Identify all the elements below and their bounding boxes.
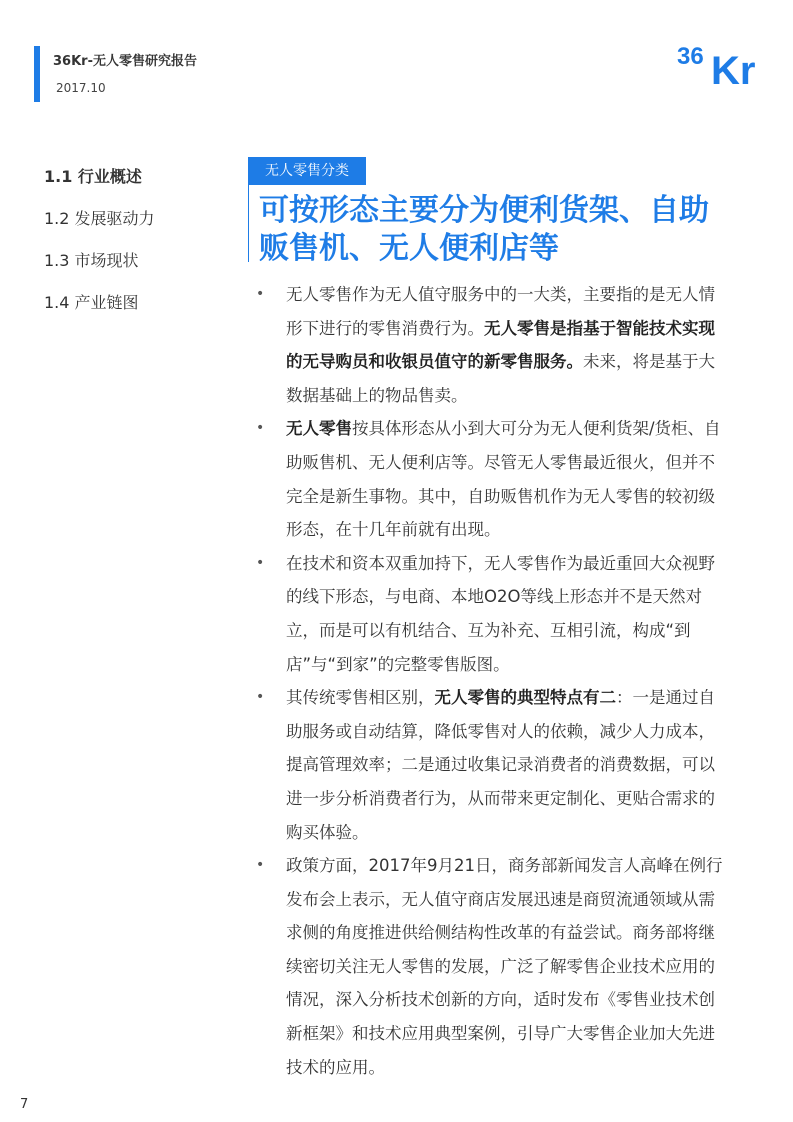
report-date: 2017.10 — [56, 81, 106, 95]
bullet-text: 政策方面，2017年9月21日，商务部新闻发言人高峰在例行发布会上表示，无人值守商店发展迅速是商贸流通领域从需求侧的角度推进供给侧结构性改革的有益尝试。商务部将继续密切关注无人零售的发展，广泛了解零售企业技术应用的情况，深入分析技术创新的方向，适时发布《零售业技术创新框架》和技术应用典型案例，引导广大零售企业加大先进技术的应用。 — [286, 856, 723, 1077]
bullet-text: 无人零售作为无人值守服务中的一大类，主要指的是无人情形下进行的零售消费行为。 — [286, 285, 715, 338]
section-headline: 可按形态主要分为便利货架、自助贩售机、无人便利店等 — [259, 193, 709, 266]
bullet-item — [256, 849, 731, 1084]
bullet-bold-text: 无人零售是指基于智能技术实现的无导购员和收银员值守的新零售服务。 — [286, 318, 715, 372]
36kr-logo — [677, 36, 767, 88]
toc-item-1-3[interactable]: 1.3 市场现状 — [44, 251, 139, 270]
bullet-text: 在技术和资本双重加持下，无人零售作为最近重回大众视野的线下形态，与电商、本地O2O等线上形态并不是天然对立，而是可以有机结合、互为补充、互相引流，构成“到店”与“到家”的完整零售版图。 — [286, 553, 715, 674]
bullet-text: 未来，将是基于大数据基础上的物品售卖。 — [286, 352, 715, 405]
bullet-bold-text: 无人零售 — [286, 419, 352, 439]
page-number: 7 — [20, 1097, 29, 1112]
bullet-text: 按具体形态从小到大可分为无人便利货架/货柜、自助贩售机、无人便利店等。尽管无人零售最近很火，但并不完全是新生事物。其中，自助贩售机作为无人零售的较初级形态，在十几年前就有出现。 — [286, 419, 721, 540]
section-tag: 无人零售分类 — [248, 157, 366, 185]
bullet-bold-text: 无人零售的典型特点有二 — [434, 688, 616, 708]
svg-text:Kr: Kr — [711, 49, 756, 88]
table-of-contents — [44, 166, 155, 334]
svg-text:36: 36 — [677, 43, 704, 70]
section-divider-line — [248, 185, 249, 262]
bullet-item — [256, 412, 731, 546]
bullet-item — [256, 547, 731, 681]
bullet-item — [256, 278, 731, 412]
toc-item-1-4[interactable]: 1.4 产业链图 — [44, 293, 139, 312]
header-accent-bar — [34, 46, 40, 102]
toc-item-1-1[interactable]: 1.1 行业概述 — [44, 167, 142, 186]
bullet-list — [256, 278, 731, 1084]
bullet-text: 其传统零售相区别， — [286, 688, 435, 708]
bullet-item — [256, 681, 731, 849]
bullet-text: ：一是通过自助服务或自动结算，降低零售对人的依赖，减少人力成本，提高管理效率；二是通过收集记录消费者的消费数据，可以进一步分析消费者行为，从而带来更定制化、更贴合需求的购买体验。 — [286, 688, 715, 842]
report-title: 36Kr-无人零售研究报告 — [53, 54, 197, 69]
toc-item-1-2[interactable]: 1.2 发展驱动力 — [44, 209, 155, 228]
